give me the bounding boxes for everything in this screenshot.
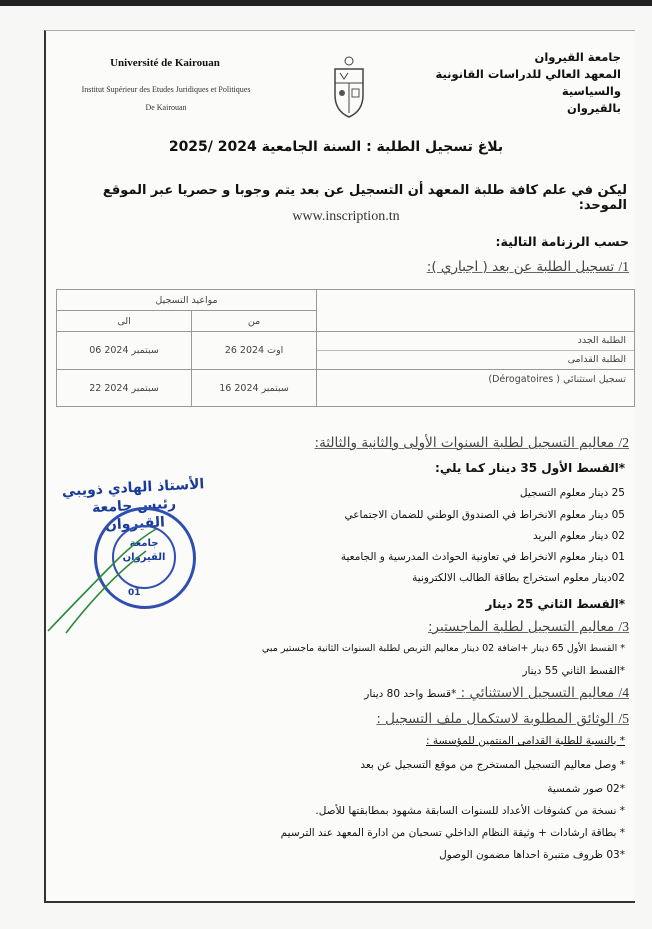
master-fee-item-1: * القسط الأول 65 دينار +اضافة 02 دينار معاليم التربص لطلبة السنوات الثانية ماجستير مبي [261, 643, 625, 654]
calendar-row-2-from: 16 سبتمبر 2024 [192, 370, 317, 407]
section-2-title: معاليم التسجيل لطلبة السنوات الأولى والثانية والثالثة: [314, 435, 615, 451]
signature-role: رئيس جامعة القيروان [91, 495, 177, 534]
fr-institute-name [56, 81, 276, 117]
ar-header-line-3: بالقيروان [567, 101, 621, 115]
section-4-value: *قسط واحد 80 دينار [364, 688, 457, 700]
handwritten-signature-icon [46, 521, 206, 641]
calendar-row-2-to: 22 سبتمبر 2024 [57, 370, 192, 407]
notice-title: بلاغ تسجيل الطلبة : السنة الجامعية 2024 /2025 [168, 139, 504, 155]
doc-item-4: * بطاقة ارشادات + وثيقة النظام الداخلي تسحبان من ادارة المعهد عند الترسيم [280, 827, 625, 839]
doc-item-5: *03 ظروف متنبرة احداها مضمون الوصول [439, 849, 625, 861]
calendar-from-header: من [192, 311, 317, 332]
calendar-row-1-to: 06 سبتمبر 2024 [57, 332, 192, 370]
calendar-empty-header-cell [317, 290, 635, 332]
intro-text: ليكن في علم كافة طلبة المعهد أن التسجيل عن بعد يتم وجوبا و حصريا عبر الموقع الموحد: [102, 183, 627, 213]
calendar-row-1-label [317, 332, 635, 370]
section-2-second-installment: *القسط الثاني 25 دينار [485, 597, 625, 611]
section-1-heading [427, 259, 629, 275]
document-page [44, 30, 635, 903]
section-5-number: 5/ [618, 711, 629, 726]
section-2-heading [315, 435, 629, 451]
fr-university-name: Université de Kairouan [110, 57, 220, 69]
fee-item-3: 02 دينار معلوم البريد [532, 530, 625, 542]
section-3-heading [428, 619, 629, 635]
fr-institute-line-1: Institut Supérieur des Etudes Juridiques et Politiques [81, 85, 251, 94]
ar-header-line-2: المعهد العالي للدراسات القانونية والسياسية [435, 67, 621, 98]
signature-name: الأستاذ الهادي ذويبي [61, 476, 205, 500]
schedule-label: حسب الرزنامة التالية: [495, 234, 629, 249]
tunisia-coat-of-arms-icon [329, 55, 369, 119]
calendar-old-students: الطلبة القدامى [567, 354, 626, 365]
section-2-first-installment: *القسط الأول 35 دينار كما يلي: [435, 461, 625, 475]
section-5-title: الوثائق المطلوبة لاستكمال ملف التسجيل : [376, 711, 615, 727]
section-1-number: 1/ [618, 259, 629, 274]
fee-item-2: 05 دينار معلوم الانخراط في الصندوق الوطني للضمان الاجتماعي [344, 509, 625, 521]
ar-header-line-1: جامعة القيروان [534, 50, 621, 64]
section-1-title: تسجيل الطلبة عن بعد ( اجباري ): [426, 259, 615, 275]
master-fee-item-2: *القسط الثاني 55 دينار [522, 665, 625, 677]
calendar-new-students: الطلبة الجدد [317, 332, 634, 351]
section-5-subtitle: * بالنسبة للطلبة القدامى المنتمين للمؤسسة : [426, 735, 625, 747]
calendar-row-2-label: تسجيل استثنائي ( Dérogatoires) [317, 370, 635, 407]
fee-item-1: 25 دينار معلوم التسجيل [519, 487, 625, 499]
section-4-number: 4/ [618, 685, 629, 700]
doc-item-2: *02 صور شمسية [547, 783, 625, 795]
ar-header [421, 49, 621, 117]
website-link[interactable]: www.inscription.tn [292, 209, 400, 224]
section-3-title: معاليم التسجيل لطلبة الماجستير: [428, 619, 615, 635]
section-5-heading [376, 711, 629, 727]
section-2-number: 2/ [618, 435, 629, 450]
top-edge [0, 0, 652, 6]
doc-item-3: * نسخة من كشوفات الأعداد للسنوات السابقة مشهود بمطابقتها للأصل. [315, 805, 625, 817]
stamp-text: جامعة القيروان [122, 538, 166, 563]
stamp-number: 01 [128, 588, 141, 598]
section-3-number: 3/ [618, 619, 629, 634]
calendar-to-header: الى [57, 311, 192, 332]
section-4-heading [364, 685, 629, 701]
calendar-row-1-from: 26 اوت 2024 [192, 332, 317, 370]
section-4-title: معاليم التسجيل الاستثنائي : [460, 685, 615, 701]
fee-item-4: 01 دينار معلوم الانخراط في تعاونية الحوادث المدرسية و الجامعية [340, 551, 625, 563]
fee-item-5: 02دينار معلوم استخراج بطاقة الطالب الالكترونية [412, 572, 625, 584]
doc-item-1: * وصل معاليم التسجيل المستخرج من موقع التسجيل عن بعد [360, 759, 625, 771]
calendar-header: مواعيد التسجيل [57, 290, 317, 311]
fr-institute-line-2: De Kairouan [145, 103, 187, 112]
registration-calendar-table [56, 289, 635, 407]
